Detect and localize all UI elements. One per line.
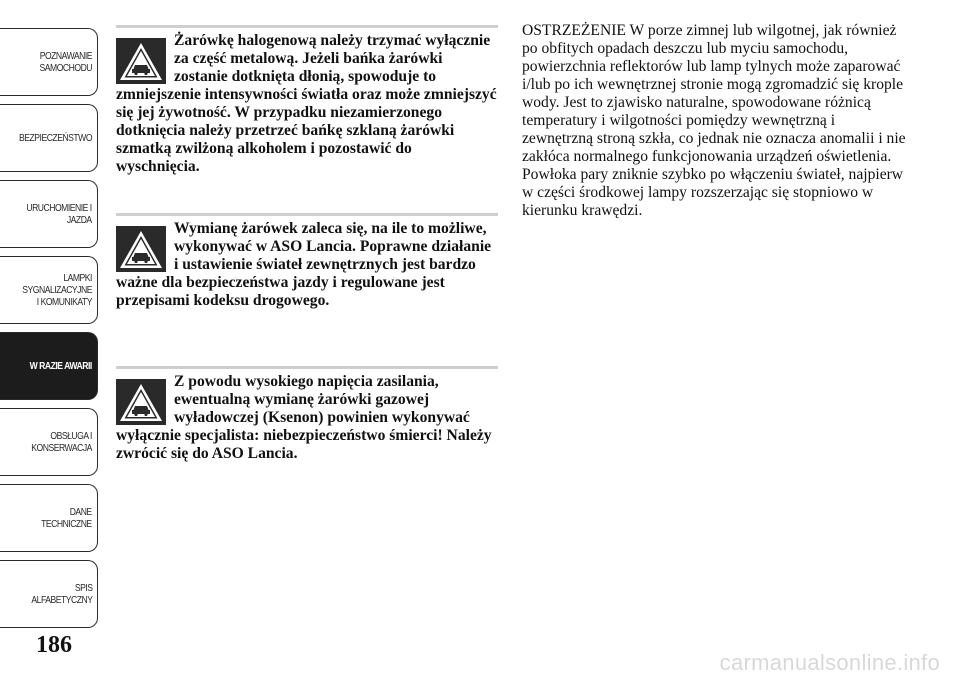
warning-text: Żarówkę halogenową należy trzymać wyłącznie za część metalową. Jeżeli bańka żarówki zostanie dotknięta dłonią, spowoduje to zmniejszenie intensywności światła oraz może zmniejszyć się jej żywotność. W przypadku niezamierzonego dotknięcia należy przetrzeć bańkę szklaną żarówki szmatką zwilżoną alkoholem i pozostawić do wyschnięcia.	[116, 32, 497, 175]
tab-label: URUCHOMIENIE I JAZDA	[26, 202, 92, 226]
caution-note: OSTRZEŻENIE W porze zimnej lub wilgotnej, jak również po obfitych opadach deszczu lub myciu samochodu, powierzchnia reflektorów lub lamp tylnych może zaparować i/lub po ich wewnętrznej stronie mogą zgromadzić się krople wody. Jest to zjawisko naturalne, spowodowane różnicą temperatury i wilgotności pomiędzy wewnętrzną i zewnętrzną stroną szkła, co jednak nie oznacza anomalii i nie zakłóca normalnego funkcjonowania urządzeń oświetlenia. Powłoka pary zniknie szybko po włączeniu świateł, najpierw w części środkowej lampy rozszerzając się stopniowo w kierunku krawędzi.	[522, 22, 906, 219]
warning-block	[116, 366, 498, 463]
tab-w-razie-awarii[interactable]	[0, 332, 98, 400]
warning-block	[116, 213, 498, 310]
divider	[116, 25, 498, 28]
warning-text: Z powodu wysokiego napięcia zasilania, ewentualną wymianę żarówki gazowej wyładowczej (Ksenon) powinien wykonywać wyłącznie specjalista: niebezpieczeństwo śmierci! Należy zwrócić się do ASO Lancia.	[116, 373, 492, 462]
tab-label: POZNAWANIE SAMOCHODU	[39, 50, 92, 74]
watermark: carmanualsonline.info	[719, 650, 940, 675]
tab-dane-techniczne[interactable]	[0, 484, 98, 552]
tab-label: BEZPIECZEŃSTWO	[18, 132, 92, 144]
warning-block	[116, 25, 498, 176]
tab-label: LAMPKI SYGNALIZACYJNE I KOMUNIKATY	[22, 272, 92, 308]
tab-label: W RAZIE AWARII	[29, 360, 92, 372]
tab-label: OBSŁUGA I KONSERWACJA	[31, 430, 92, 454]
tab-poznawanie-samochodu[interactable]	[0, 28, 98, 96]
tab-label: SPIS ALFABETYCZNY	[30, 582, 92, 606]
page-number: 186	[36, 632, 72, 658]
divider	[116, 366, 498, 369]
divider	[116, 213, 498, 216]
tab-lampki-sygnalizacyjne[interactable]	[0, 256, 98, 324]
tab-obsluga-i-konserwacja[interactable]	[0, 408, 98, 476]
tab-uruchomienie-i-jazda[interactable]	[0, 180, 98, 248]
warning-car-icon	[116, 379, 166, 425]
warning-car-icon	[116, 38, 166, 84]
tab-spis-alfabetyczny[interactable]	[0, 560, 98, 628]
tab-bezpieczenstwo[interactable]	[0, 104, 98, 172]
warning-text: Wymianę żarówek zaleca się, na ile to możliwe, wykonywać w ASO Lancia. Poprawne działanie i ustawienie świateł zewnętrznych jest bardzo ważne dla bezpieczeństwa jazdy i regulowane jest przepisami kodeksu drogowego.	[116, 220, 492, 309]
tab-label: DANE TECHNICZNE	[41, 506, 92, 530]
warning-car-icon	[116, 226, 166, 272]
